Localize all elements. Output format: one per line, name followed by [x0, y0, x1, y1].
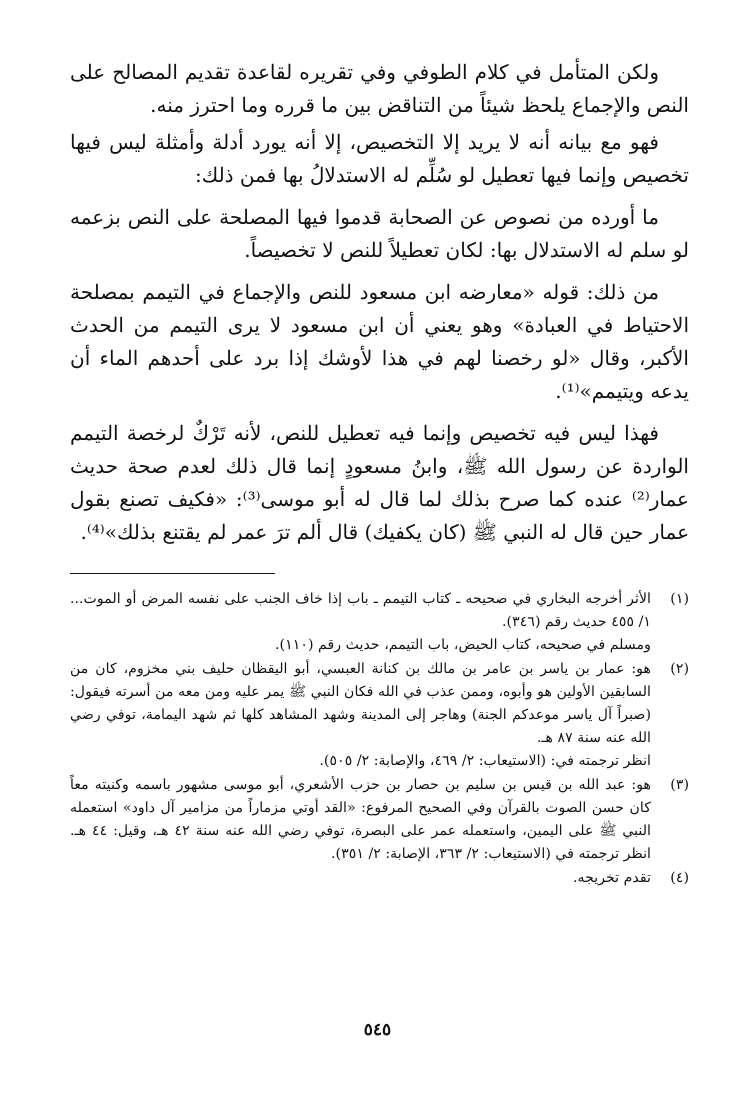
paragraph-3: ما أورده من نصوص عن الصحابة قدموا فيها المصلحة على النص بزعمه لو سلم له الاستدلال بها: لكان تعطيلاً للنص لا تخصيصاً. — [70, 205, 689, 262]
page-number: ٥٤٥ — [363, 1020, 392, 1040]
footnote-separator — [70, 573, 275, 574]
footnote-2 — [70, 658, 689, 773]
footnote-number: (١) — [670, 591, 689, 607]
main-text — [70, 56, 689, 549]
footnote-number: (٤) — [670, 870, 689, 886]
footnote-body — [70, 774, 651, 866]
footnote-line: ومسلم في صحيحه، كتاب الحيض، باب التيمم، حديث رقم (١١٠). — [275, 637, 651, 653]
footnote-line: انظر ترجمته في: (الاستيعاب: ٢/ ٤٦٩، والإصابة: ٢/ ٥٠٥). — [319, 753, 651, 769]
footnote-number: (٢) — [670, 661, 689, 677]
footnote-line: الأثر أخرجه البخاري في صحيحه ـ كتاب التيمم ـ باب إذا خاف الجنب على نفسه المرض أو الموت... ١/ ٤٥٥ حديث رقم (٣٤٦). — [70, 591, 651, 630]
footnotes — [70, 588, 689, 890]
footnote-body — [70, 588, 651, 657]
footnote-4 — [70, 867, 689, 890]
footnote-1 — [70, 588, 689, 657]
paragraph-2: فهو مع بيانه أنه لا يريد إلا التخصيص، إلا أنه يورد أدلة وأمثلة ليس فيها تخصيص وإنما فيها تعطيل لو سُلِّم له الاستدلالُ بها فمن ذلك: — [70, 130, 689, 187]
footnote-line: هو: عمار بن ياسر بن عامر بن مالك بن كنانة العبسي، أبو اليقظان حليف بني مخزوم، كان من السابقين الأولين هو وأبوه، وممن عذب في الله فكان النبي ﷺ يمر عليه ومن معه من أسرته فيقول: (صبراً آل ياسر موعدكم الجنة) وهاجر إلى المدينة وشهد المشاهد كلها ثم شهد اليمامة، توفي رضي الله عنه سنة ٨٧ هـ. — [70, 661, 651, 746]
footnote-body — [70, 658, 651, 773]
paragraph-1: ولكن المتأمل في كلام الطوفي وفي تقريره لقاعدة تقديم المصالح على النص والإجماع يلحظ شيئاً من التناقض بين ما قرره وما احترز منه. — [70, 60, 689, 117]
paragraph-5: فهذا ليس فيه تخصيص وإنما فيه تعطيل للنص، لأنه تَرْكٌ لرخصة التيمم الواردة عن رسول الله ﷺ، وابنُ مسعودٍ إنما قال ذلك لعدم صحة حديث عمار⁽²⁾ عنده كما صرح بذلك لما قال له أبو موسى⁽³⁾: «فكيف تصنع بقول عمار حين قال له النبي ﷺ (كان يكفيك) قال ألم ترَ عمر لم يقتنع بذلك»⁽⁴⁾. — [70, 421, 689, 544]
footnote-body — [70, 867, 651, 890]
paragraph-4: من ذلك: قوله «معارضه ابن مسعود للنص والإجماع في التيمم بمصلحة الاحتياط في العبادة» وهو يعني أن ابن مسعود لا يرى التيمم من الحدث الأكبر، وقال «لو رخصنا لهم في هذا لأوشك إذا برد على أحدهم الماء أن يدعه ويتيمم»⁽¹⁾. — [70, 280, 689, 403]
footnote-number: (٣) — [670, 777, 689, 793]
footnote-3 — [70, 774, 689, 866]
footnote-line: تقدم تخريجه. — [572, 870, 651, 886]
footnote-line: هو: عبد الله بن قيس بن سليم بن حصار بن حزب الأشعري، أبو موسى مشهور باسمه وكنيته معاً كان حسن الصوت بالقرآن وفي الصحيح المرفوع: «القد أوتي مزماراً من مزامير آل داود» استعمله النبي ﷺ على اليمين، واستعمله عمر على البصرة، توفي رضي الله عنه سنة ٤٢ هـ، وقيل: ٤٤ هـ. انظر ترجمته في (الاستيعاب: ٢/ ٣٦٣، الإصابة: ٢/ ٣٥١). — [70, 777, 651, 862]
